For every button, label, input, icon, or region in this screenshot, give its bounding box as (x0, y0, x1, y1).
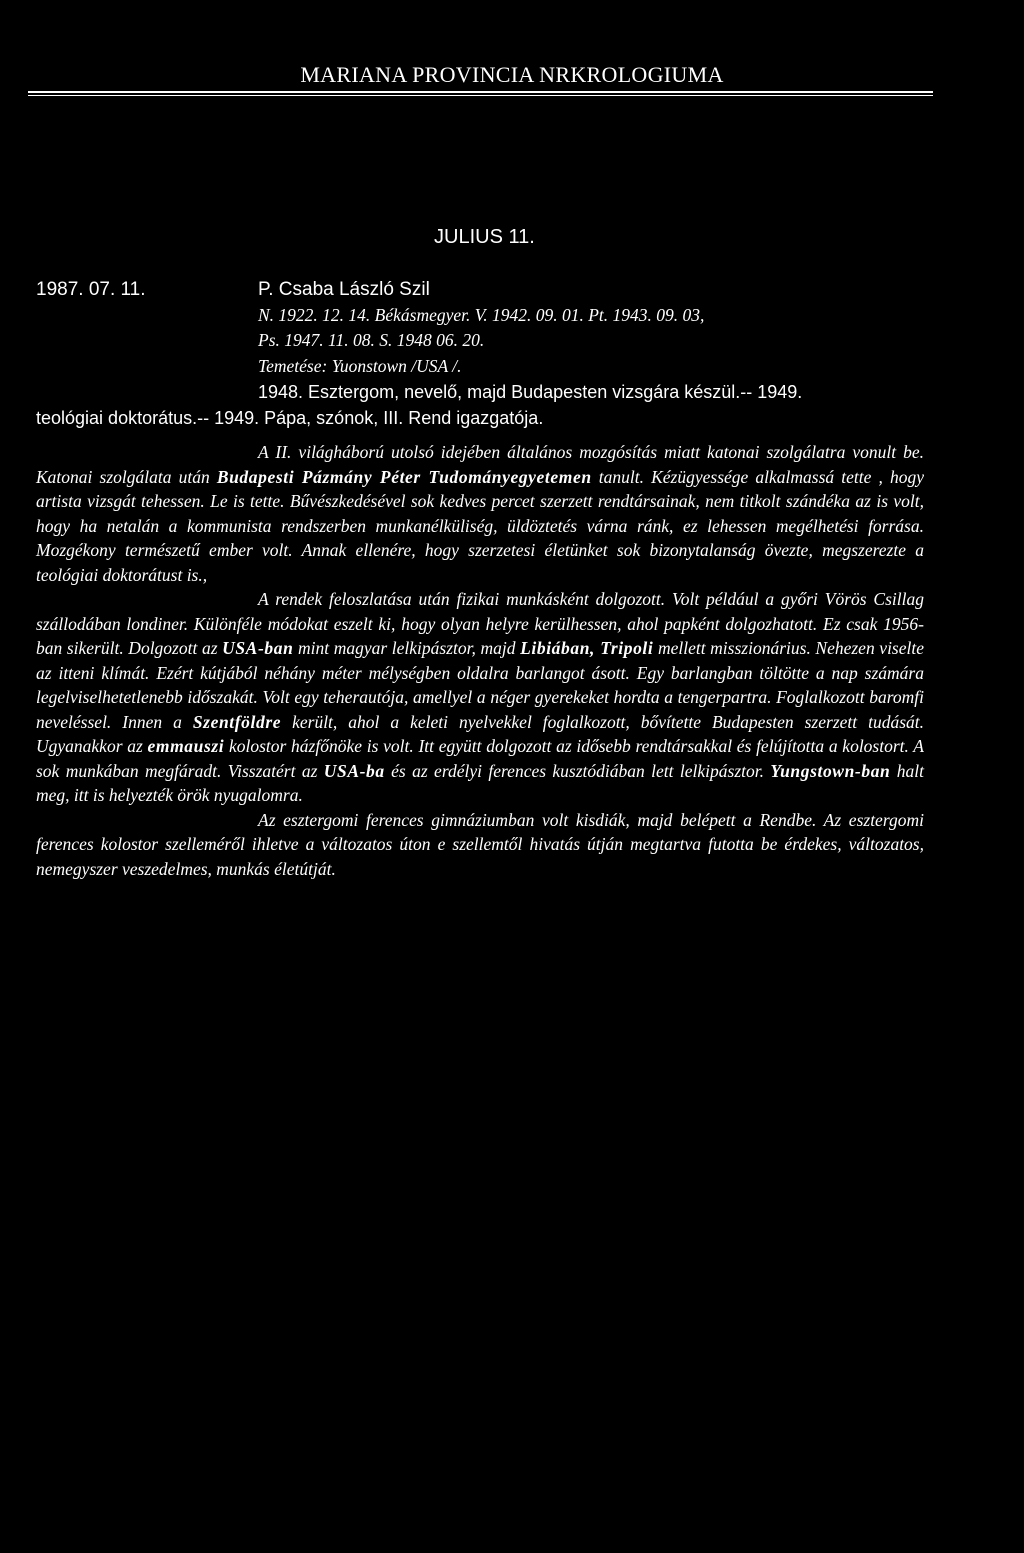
biography-text-span: A II. világháború utolsó idejében általános mozgósítás miatt katonai szolgálatra vonult be. Katonai szolgálata után (36, 442, 924, 487)
university-name: Budapesti Pázmány Péter Tudományegyetemen (216, 466, 592, 487)
entry-name: P. Csaba László Szil (258, 279, 430, 300)
month-heading: JULIUS 11. (434, 226, 535, 248)
entry-ordination-dates: Ps. 1947. 11. 08. S. 1948 06. 20. (258, 330, 485, 350)
biography-text-span: mint magyar lelkipásztor, majd (293, 638, 521, 658)
entry-date: 1987. 07. 11. (36, 279, 146, 300)
biography-paragraph-3: Az esztergomi ferences gimnáziumban volt kisdiák, majd belépett a Rendbe. Az esztergomi ferences kolostor szelleméről ihletve a változatos úton e szellemtől hivatás útján megtartva futotta be érdekes, változatos, nemegyszer veszedelmes, munkás életútját. (36, 809, 924, 879)
place-holy-land: Szentföldre (192, 711, 282, 732)
biography-text (36, 440, 924, 881)
biography-text-span: és az erdélyi ferences kusztódiában lett lelkipásztor. (384, 760, 771, 781)
entry-career-line1: 1948. Esztergom, nevelő, majd Budapesten vizsgára készül.-- 1949. (258, 382, 803, 402)
entry-vital-dates: N. 1922. 12. 14. Békásmegyer. V. 1942. 09. 01. Pt. 1943. 09. 03, (258, 305, 705, 325)
biography-paragraph-1 (36, 440, 924, 587)
entry-burial: Temetése: Yuonstown /USA /. (258, 356, 462, 376)
place-libya-tripoli: Libiában, Tripoli (520, 638, 654, 658)
biography-text-span: kolostor házfőnöke is volt. Itt együtt dolgozott az idősebb rendtársakkal és felújította a kolostort. A sok munkában megfáradt. Visszatért az (36, 736, 924, 781)
entry-career-line2: teológiai doktorátus.-- 1949. Pápa, szónok, III. Rend igazgatója. (36, 408, 544, 428)
biography-text-span: tanult. Kézügyessége alkalmassá tette , hogy artista vizsgát tehessen. Le is tette. Bűvészkedésével sok kedves percet szerzett rendtársainak, nem titkolt szándéka az is volt, hogy ha netalán a kommunista rendszerben munkanélküliség, üldöztetés várna ránk, ez lehessen megélhetési forrása. Mozgékony természetű ember volt. Annak ellenére, hogy szerzetesi életünket sok bizonytalanság övezte, megszerezte a teológiai doktorátust is., (36, 466, 925, 585)
biography-paragraph-2 (36, 587, 924, 808)
place-emmaus: emmauszi (147, 736, 225, 756)
header-rule-thin (28, 95, 933, 96)
place-youngstown: Yungstown-ban (770, 760, 891, 781)
biography-text-span: került, ahol a keleti nyelvekkel foglalkozott, bővítette Budapesten szerzett tudását. Ugyanakkor az (36, 711, 925, 756)
biography-text-span: mellett misszionárius. Nehezen viselte az itteni klímát. Ezért kútjából néhány méter mélységben oldalra barlangot ásott. Egy barlangban töltötte a nap számára legelviselhetetlenebb időszakát. Volt egy teherautója, amellyel a néger gyerekeket hordta a tengerpartra. Foglalkozott baromfi neveléssel. Innen a (36, 638, 924, 732)
place-usa-return: USA-ba (323, 760, 385, 781)
place-usa: USA-ban (222, 638, 294, 658)
biography-text-span: halt meg, itt is helyezték örök nyugalomra. (36, 760, 924, 805)
running-header: MARIANA PROVINCIA NRKROLOGIUMA (300, 62, 724, 87)
biography-text-span: A rendek feloszlatása után fizikai munkásként dolgozott. Volt például a győri Vörös Csillag szállodában londiner. Különféle módokat eszelt ki, hogy olyan helyre kerülhessen, ahol papként dolgozhatott. Ez csak 1956-ban sikerült. Dolgozott az (36, 589, 924, 658)
header-rule-thick (28, 91, 933, 93)
